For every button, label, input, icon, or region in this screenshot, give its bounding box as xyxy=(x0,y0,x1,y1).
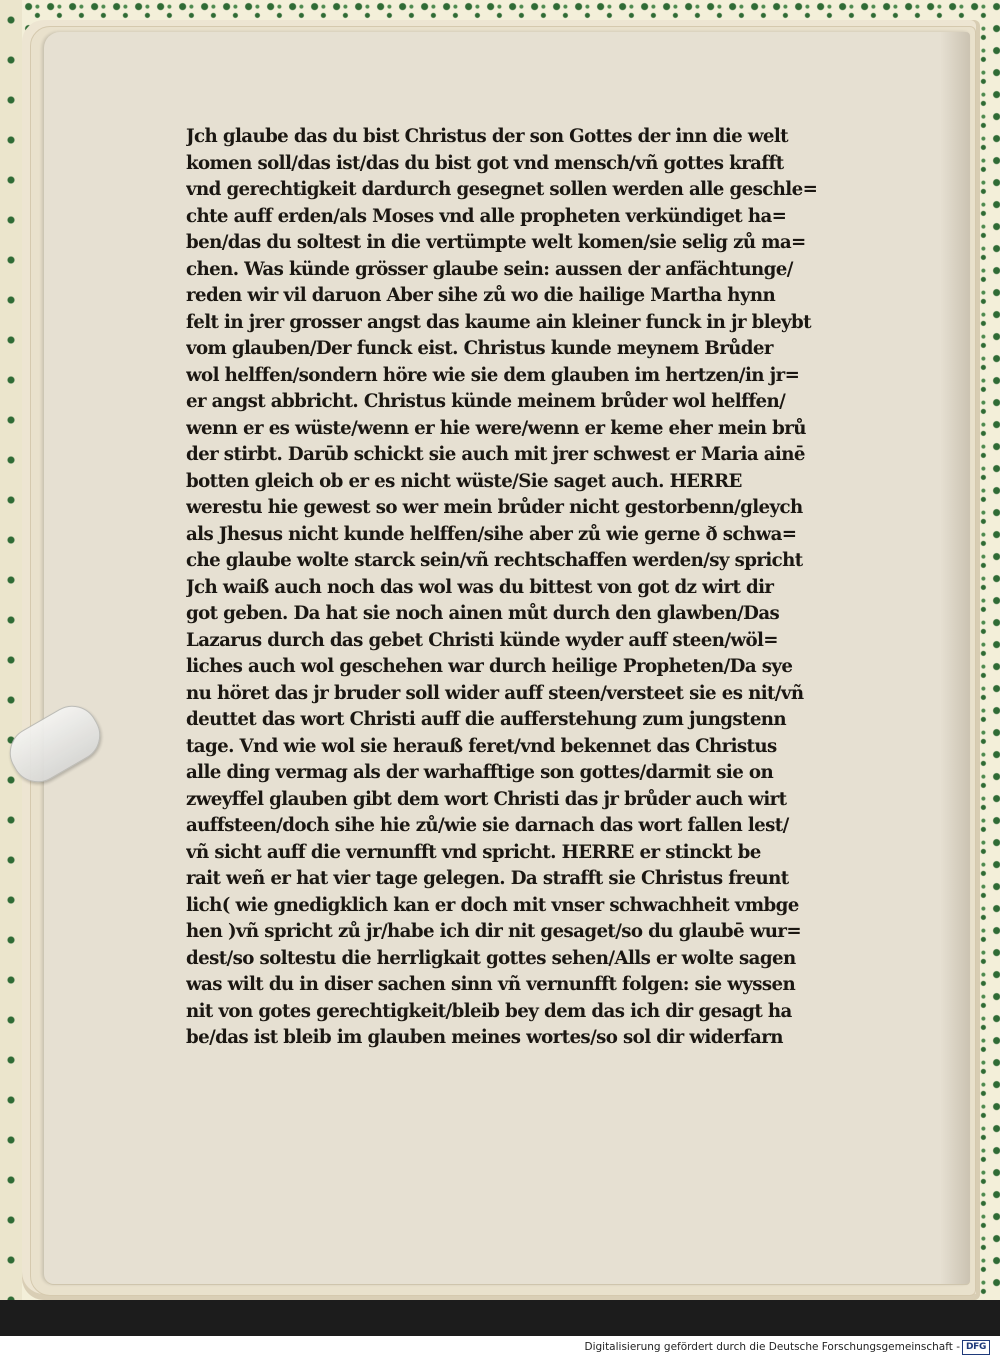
text-line: be/das ist bleib im glauben meines wortes/so sol dir widerfarn xyxy=(186,1027,783,1048)
text-line: felt in jrer grosser angst das kaume ain kleiner funck in jr bleybt xyxy=(186,311,811,333)
body-text xyxy=(186,124,862,1052)
text-line: wenn er es wüste/wenn er hie were/wenn er keme eher mein brů xyxy=(186,417,806,439)
text-line: vñ sicht auff die vernunfft vnd spricht. HERRE er stinckt be xyxy=(186,841,761,863)
text-line: vom glauben/Der funck eist. Christus kunde meynem Brůder xyxy=(186,338,773,359)
endpaper-left-edge xyxy=(0,0,22,1300)
text-line: als Jhesus nicht kunde helffen/sihe aber zů wie gerne ð schwa= xyxy=(186,523,797,545)
footer-bar xyxy=(0,1336,1000,1359)
text-line: lich( wie gnedigklich kan er doch mit vnser schwachheit vmbge xyxy=(186,894,799,916)
text-line: auffsteen/doch sihe hie zů/wie sie darnach das wort fallen lest/ xyxy=(186,815,789,836)
text-line: er angst abbricht. Christus künde meinem brůder wol helffen/ xyxy=(186,391,786,412)
text-line: chte auff erden/als Moses vnd alle propheten verkündiget ha= xyxy=(186,205,787,227)
text-line: liches auch wol geschehen war durch heilige Propheten/Da sye xyxy=(186,656,793,677)
text-line: deuttet das wort Christi auff die aufferstehung zum jungstenn xyxy=(186,709,787,730)
text-line: botten gleich ob er es nicht wüste/Sie saget auch. HERRE xyxy=(186,470,742,492)
text-line: zweyffel glauben gibt dem wort Christi das jr brůder auch wirt xyxy=(186,788,787,810)
text-line: werestu hie gewest so wer mein brůder nicht gestorbenn/gleych xyxy=(186,497,803,518)
text-line: reden wir vil daruon Aber sihe zů wo die hailige Martha hynn xyxy=(186,285,776,306)
text-line: rait weñ er hat vier tage gelegen. Da strafft sie Christus freunt xyxy=(186,868,789,889)
text-line: Jch waiß auch noch das wol was du bittest von got dz wirt dir xyxy=(186,576,774,598)
page-gutter-shadow xyxy=(940,32,970,1284)
dfg-logo: DFG xyxy=(962,1340,990,1355)
text-line: nu höret das jr bruder soll wider auff steen/versteet sie es nit/vñ xyxy=(186,682,804,704)
text-line: dest/so soltestu die herrligkait gottes sehen/Alls er wolte sagen xyxy=(186,947,796,969)
text-line: tage. Vnd wie wol sie herauß feret/vnd bekennet das Christus xyxy=(186,735,777,757)
text-line: Jch glaube das du bist Christus der son Gottes der inn die welt xyxy=(186,126,788,147)
text-line: der stirbt. Darūb schickt sie auch mit jrer schwest er Maria ainē xyxy=(186,444,805,465)
text-line: ben/das du soltest in die vertümpte welt komen/sie selig zů ma= xyxy=(186,232,806,253)
text-line: che glaube wolte starck sein/vñ rechtschaffen werden/sy spricht xyxy=(186,550,803,571)
digitization-credit: Digitalisierung gefördert durch die Deutsche Forschungsgemeinschaft - xyxy=(584,1341,960,1353)
text-line: nit von gotes gerechtigkeit/bleib bey dem das ich dir gesagt ha xyxy=(186,1000,792,1022)
text-line: was wilt du in diser sachen sinn vñ vernunfft folgen: sie wyssen xyxy=(186,974,796,995)
text-line: chen. Was künde grösser glaube sein: aussen der anfächtunge/ xyxy=(186,258,793,280)
text-line: hen )vñ spricht zů jr/habe ich dir nit gesaget/so du glaubē wur= xyxy=(186,921,801,942)
text-line: got geben. Da hat sie noch ainen můt durch den glawben/Das xyxy=(186,603,780,624)
text-line: Lazarus durch das gebet Christi künde wyder auff steen/wöl= xyxy=(186,629,778,651)
text-line: vnd gerechtigkeit dardurch gesegnet sollen werden alle geschle= xyxy=(186,179,818,200)
text-line: wol helffen/sondern höre wie sie dem glauben im hertzen/in jr= xyxy=(186,364,800,386)
text-line: alle ding vermag als der warhafftige son gottes/darmit sie on xyxy=(186,762,774,783)
text-line: komen soll/das ist/das du bist got vnd mensch/vñ gottes krafft xyxy=(186,152,784,174)
